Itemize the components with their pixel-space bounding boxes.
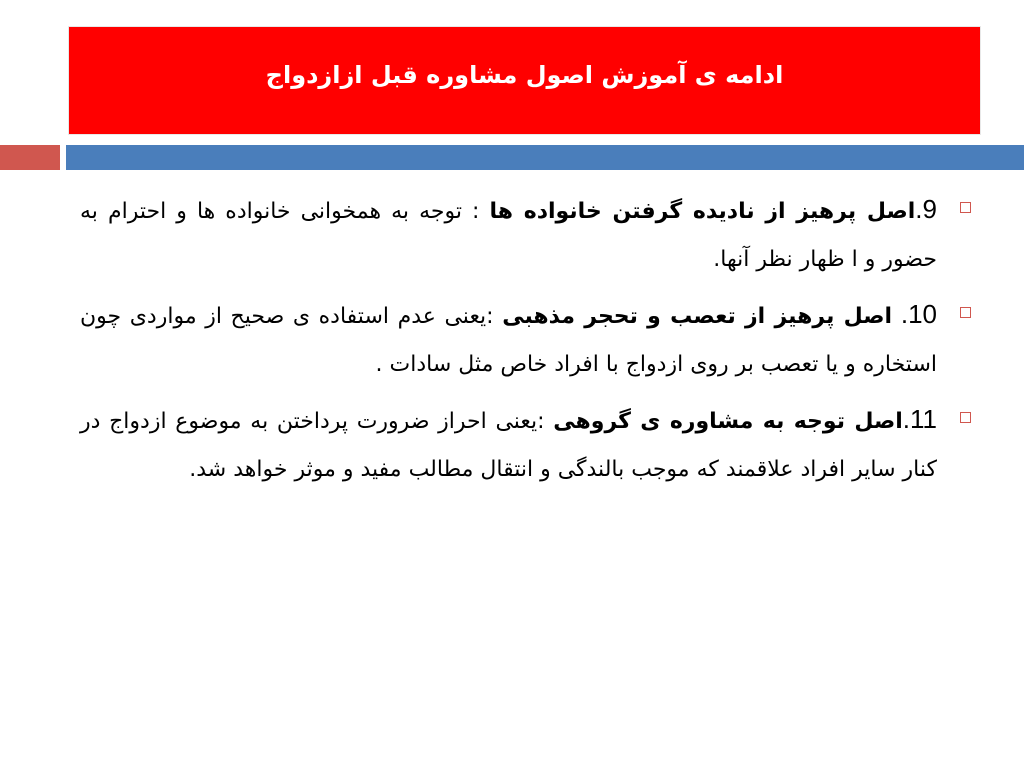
bullet-body: :یعنی احراز ضرورت پرداختن به موضوع ازدواج در کنار سایر افراد علاقمند که موجب بالندگی و انتقال مطالب مفید و موثر خواهد شد.	[80, 409, 937, 482]
bullet-list	[80, 185, 975, 500]
square-bullet-icon	[960, 412, 971, 423]
slide-title: ادامه ی آموزش اصول مشاوره قبل ازازدواج	[265, 60, 784, 89]
bullet-number: 11.	[902, 404, 937, 434]
accent-band-right	[66, 145, 1024, 170]
slide-title-box	[68, 26, 981, 135]
list-item	[80, 395, 975, 494]
bullet-heading: اصل پرهیز از تعصب و تحجر مذهبی	[502, 304, 893, 329]
accent-band-left	[0, 145, 60, 170]
list-item	[80, 185, 975, 284]
bullet-body: : توجه به همخوانی خانواده ها و احترام به حضور و ا ظهار نظر آنها.	[80, 199, 937, 272]
bullet-heading: اصل پرهیز از نادیده گرفتن خانواده ها	[489, 199, 916, 224]
bullet-number: 10.	[892, 299, 938, 329]
square-bullet-icon	[960, 202, 971, 213]
bullet-heading: اصل توجه به مشاوره ی گروهی	[553, 409, 903, 434]
square-bullet-icon	[960, 307, 971, 318]
list-item	[80, 290, 975, 389]
bullet-body: :یعنی عدم استفاده ی صحیح از مواردی چون استخاره و یا تعصب بر روی ازدواج با افراد خاص مثل سادات .	[80, 304, 937, 377]
bullet-number: 9.	[915, 194, 937, 224]
